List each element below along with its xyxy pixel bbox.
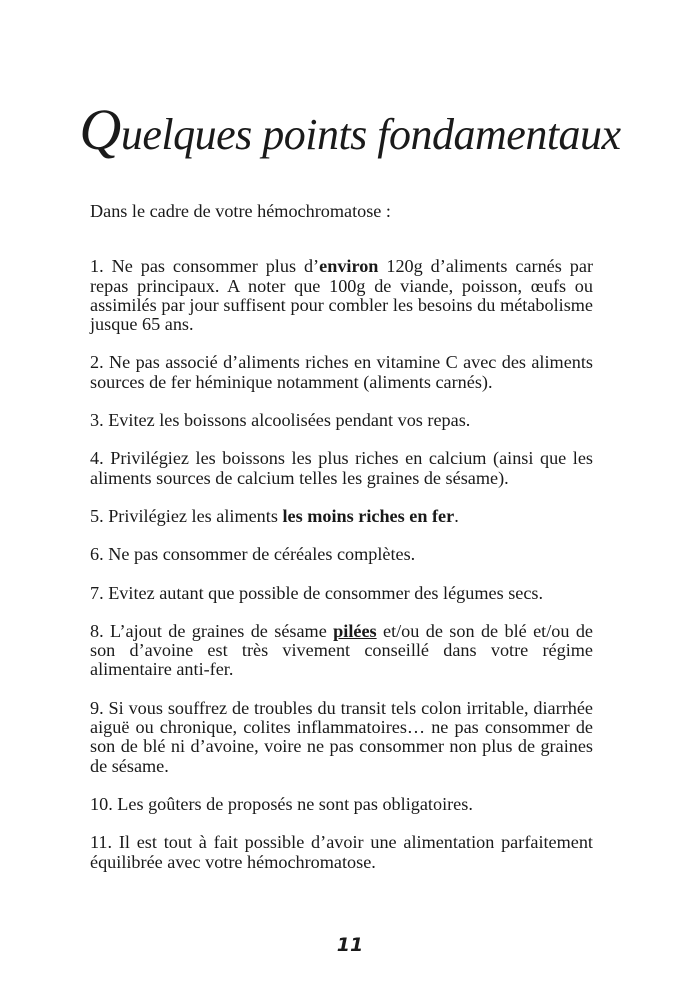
item-pre: 2. Ne pas associé d’aliments riches en vitamine C avec des aliments sources de fer héminique notamment (aliments carnés). xyxy=(90,352,593,392)
list-item xyxy=(90,584,593,603)
title-rest: uelques points fondamentaux xyxy=(120,110,621,159)
item-pre: 10. Les goûters de proposés ne sont pas obligatoires. xyxy=(90,793,473,814)
list-item xyxy=(90,795,593,814)
page-number: 11 xyxy=(336,934,364,956)
item-bold: les moins riches en fer xyxy=(282,505,455,526)
item-post: et/ou de son de blé et/ou de son d’avoine est très vivement conseillé dans votre régime alimentaire anti-fer. xyxy=(90,620,594,680)
item-post: 120g d’aliments carnés par repas principaux. A noter que 100g de viande, poisson, œufs ou assimilés par jour suffisent pour combler les besoins du métabolisme jusque 65 ans. xyxy=(90,256,593,335)
list-item xyxy=(90,411,593,430)
list-item xyxy=(90,833,593,872)
item-pre: 1. Ne pas consommer plus d’ xyxy=(90,256,320,277)
list-item xyxy=(90,699,593,776)
item-pre: 6. Ne pas consommer de céréales complètes. xyxy=(90,544,416,565)
item-pre: 9. Si vous souffrez de troubles du transit tels colon irritable, diarrhée aiguë ou chronique, colites inflammatoires… ne pas consommer de son de blé ni d’avoine, voire ne pas consommer non plus de graines de sésame. xyxy=(90,697,593,776)
item-pre: 4. Privilégiez les boissons les plus riches en calcium (ainsi que les aliments sources de calcium telles les graines de sésame). xyxy=(90,448,593,488)
list-item xyxy=(90,545,593,564)
list-item xyxy=(90,449,593,488)
item-pre: 11. Il est tout à fait possible d’avoir une alimentation parfaitement équilibrée avec votre hémochromatose. xyxy=(90,832,593,872)
item-pre: 8. L’ajout de graines de sésame xyxy=(90,620,334,641)
body-content xyxy=(90,202,593,891)
list-item xyxy=(90,353,593,392)
list-item xyxy=(90,507,593,526)
intro-text: Dans le cadre de votre hémochromatose : xyxy=(90,201,391,221)
list-item xyxy=(90,257,593,334)
item-pre: 5. Privilégiez les aliments xyxy=(90,505,283,526)
item-bold: environ xyxy=(319,256,379,277)
item-post: . xyxy=(454,505,459,526)
item-pre: 7. Evitez autant que possible de consommer des légumes secs. xyxy=(90,582,544,603)
item-bold-underline: pilées xyxy=(333,620,377,641)
title-initial: Q xyxy=(79,97,121,162)
list-item xyxy=(90,622,593,680)
page-title xyxy=(0,97,700,163)
items-list xyxy=(90,257,593,872)
item-pre: 3. Evitez les boissons alcoolisées pendant vos repas. xyxy=(90,410,471,431)
